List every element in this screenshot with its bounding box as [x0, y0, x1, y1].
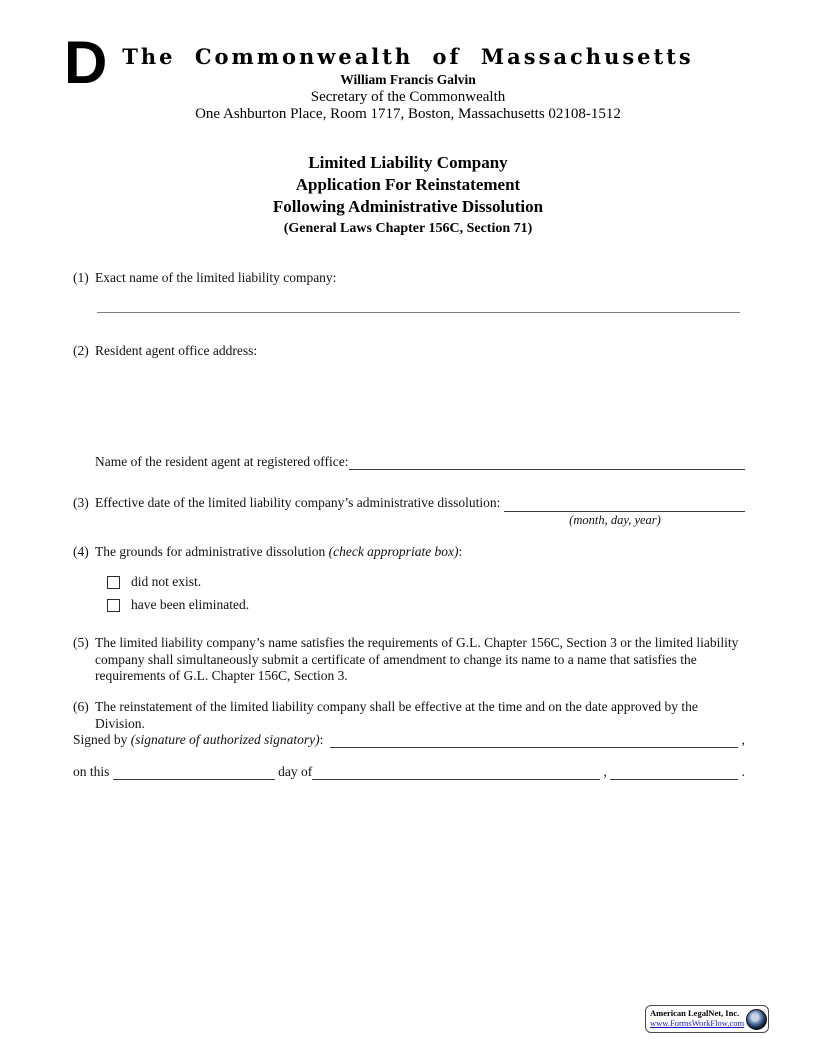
- did-not-exist-checkbox[interactable]: [107, 576, 120, 589]
- form-title-statute: (General Laws Chapter 156C, Section 71): [283, 221, 533, 236]
- did-not-exist-label: did not exist.: [131, 574, 202, 589]
- item-1: [73, 270, 745, 287]
- day-number-field[interactable]: [113, 765, 275, 780]
- commonwealth-title: The Commonwealth of Massachusetts: [122, 44, 694, 69]
- secretary-name: William Francis Galvin: [340, 72, 476, 87]
- signed-by-hint: (signature of authorized signatory): [130, 732, 320, 747]
- secretary-role: Secretary of the Commonwealth: [310, 89, 506, 105]
- item-2: [73, 343, 745, 360]
- vendor-url-link[interactable]: www.FormsWorkFlow.com: [650, 1018, 745, 1028]
- item-5: [73, 635, 745, 685]
- form-title-line2: Application For Reinstatement: [295, 175, 521, 194]
- signature-field[interactable]: [330, 733, 738, 748]
- day-of-label: day of: [274, 764, 313, 779]
- item-6-number: (6): [73, 699, 89, 714]
- item-6: [73, 699, 745, 732]
- vendor-badge: [645, 1005, 769, 1033]
- dissolution-date-field[interactable]: [504, 497, 745, 512]
- have-been-eliminated-checkbox[interactable]: [107, 599, 120, 612]
- form-title: [0, 152, 816, 240]
- signed-by-row: [73, 732, 745, 748]
- item-1-label: Exact name of the limited liability company:: [95, 270, 337, 285]
- month-field[interactable]: [312, 765, 600, 780]
- signed-by-colon: :: [319, 732, 331, 747]
- signed-by-comma: ,: [738, 732, 745, 747]
- item-3-number: (3): [73, 495, 89, 510]
- signed-by-label: Signed by: [73, 732, 131, 747]
- item-4-label-suffix: :: [458, 544, 463, 559]
- agent-name-row: [95, 454, 745, 470]
- form-letter-indicator: D: [64, 29, 108, 96]
- item-4-label-prefix: The grounds for administrative dissolution: [95, 544, 329, 559]
- item-3-label: Effective date of the limited liability company’s administrative dissolution:: [95, 495, 504, 510]
- on-this-label: on this: [73, 764, 113, 779]
- date-comma: ,: [600, 764, 611, 779]
- item-4-number: (4): [73, 544, 89, 559]
- date-period: .: [738, 764, 745, 779]
- company-name-field[interactable]: [97, 305, 740, 313]
- item-5-text: The limited liability company’s name satisfies the requirements of G.L. Chapter 156C, Section 3 or the limited liability company shall simultaneously submit a certificate of amendment to change its name to a name that satisfies the requirements of G.L. Chapter 156C, Section 3.: [95, 635, 739, 683]
- agent-name-label: Name of the resident agent at registered office:: [95, 454, 349, 469]
- item-3: [73, 495, 745, 512]
- vendor-name: American LegalNet, Inc.: [650, 1008, 740, 1019]
- year-field[interactable]: [610, 765, 738, 780]
- item-2-label: Resident agent office address:: [95, 343, 258, 358]
- office-address: One Ashburton Place, Room 1717, Boston, Massachusetts 02108-1512: [195, 106, 621, 122]
- grounds-option-1: [107, 574, 201, 590]
- item-4-label-italic: (check appropriate box): [328, 544, 459, 559]
- grounds-option-2: [107, 597, 249, 613]
- month-day-year-hint: (month, day, year): [569, 513, 661, 527]
- item-1-number: (1): [73, 270, 89, 285]
- item-4: [73, 544, 745, 561]
- form-title-line1: Limited Liability Company: [308, 153, 508, 172]
- vendor-logo-icon: [746, 1009, 767, 1030]
- form-title-line3: Following Administrative Dissolution: [272, 197, 544, 216]
- agent-name-field[interactable]: [349, 455, 745, 470]
- date-row: [73, 764, 745, 780]
- item-6-text: The reinstatement of the limited liability company shall be effective at the time and on the date approved by the Division.: [95, 699, 698, 731]
- have-been-eliminated-label: have been eliminated.: [131, 597, 250, 612]
- item-2-number: (2): [73, 343, 89, 358]
- item-5-number: (5): [73, 635, 89, 650]
